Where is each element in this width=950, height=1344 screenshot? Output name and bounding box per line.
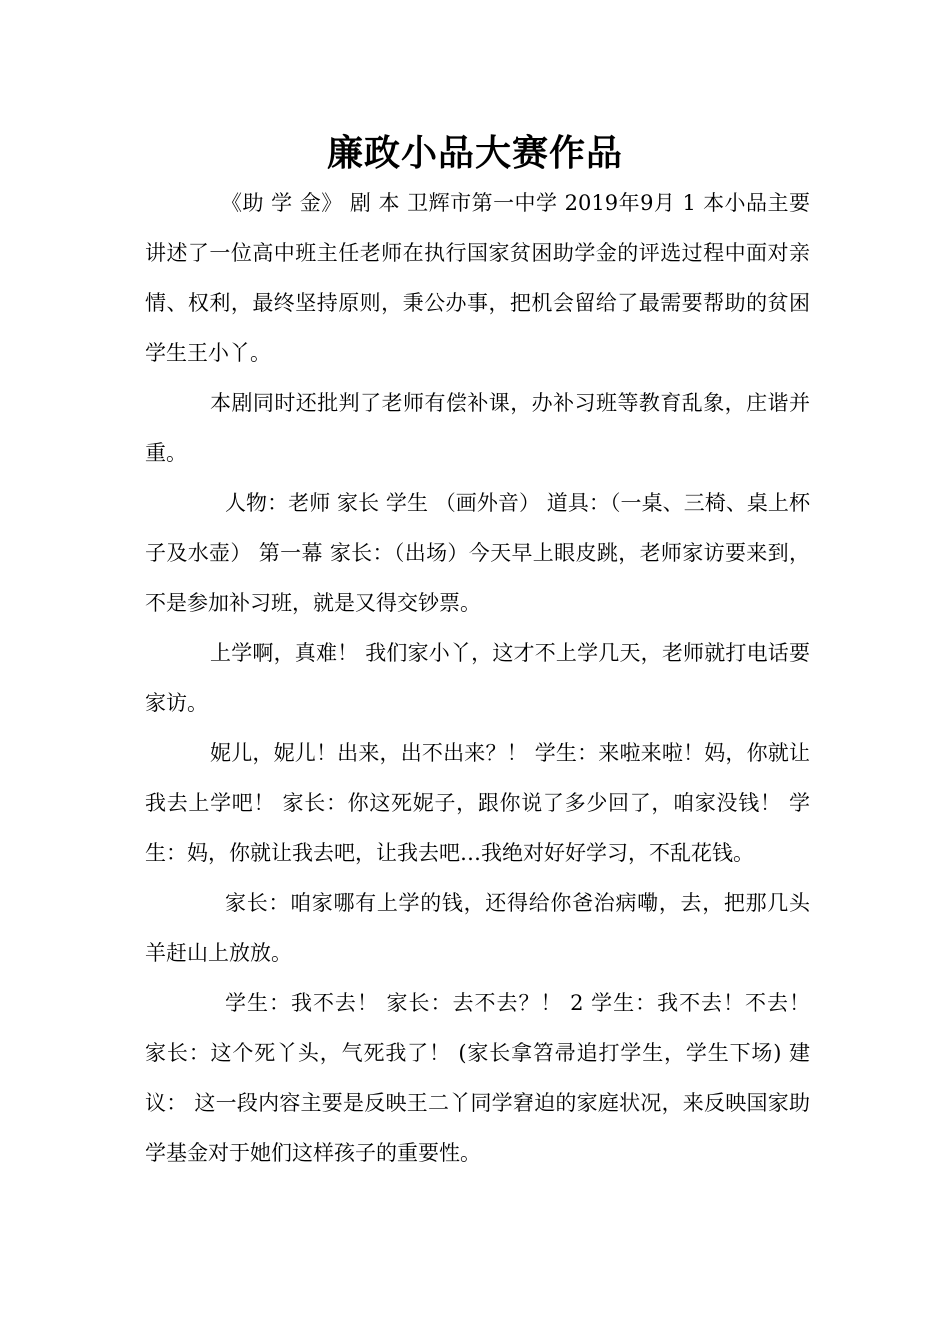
paragraph-dialogue-2: 妮儿，妮儿！出来，出不出来？！ 学生：来啦来啦！妈，你就让我去上学吧！ 家长：你这死妮子，跟你说了多少回了，咱家没钱！ 学生：妈，你就让我去吧，让我去吧…我绝对好好学习，不乱花钱。 — [145, 741, 810, 865]
paragraph-characters: 人物：老师 家长 学生 （画外音） 道具：（一桌、三椅、桌上杯子及水壶） 第一幕 家长：（出场）今天早上眼皮跳，老师家访要来到，不是参加补习班，就是又得交钞票。 — [145, 491, 810, 615]
paragraph-dialogue-4: 学生：我不去！ 家长：去不去？！ 2 学生：我不去！不去！ 家长：这个死丫头，气死我了！ (家长拿笤帚追打学生，学生下场) 建议： 这一段内容主要是反映王二丫同学窘迫的家庭状况，来反映国家助学基金对于她们这样孩子的重要性。 — [145, 991, 810, 1165]
paragraph-critique: 本剧同时还批判了老师有偿补课，办补习班等教育乱象，庄谐并重。 — [145, 391, 810, 465]
paragraph-dialogue-1: 上学啊，真难！ 我们家小丫，这才不上学几天，老师就打电话要家访。 — [145, 641, 810, 715]
paragraph-dialogue-3: 家长：咱家哪有上学的钱，还得给你爸治病嘞，去，把那几头羊赶山上放放。 — [145, 891, 810, 965]
document-title: 廉政小品大赛作品 — [326, 132, 623, 174]
document-body — [145, 178, 810, 1178]
paragraph-intro: 《助 学 金》 剧 本 卫辉市第一中学 2019年9月 1 本小品主要讲述了一位高中班主任老师在执行国家贫困助学金的评选过程中面对亲情、权利，最终坚持原则，秉公办事，把机会留给了最需要帮助的贫困学生王小丫。 — [145, 191, 810, 365]
